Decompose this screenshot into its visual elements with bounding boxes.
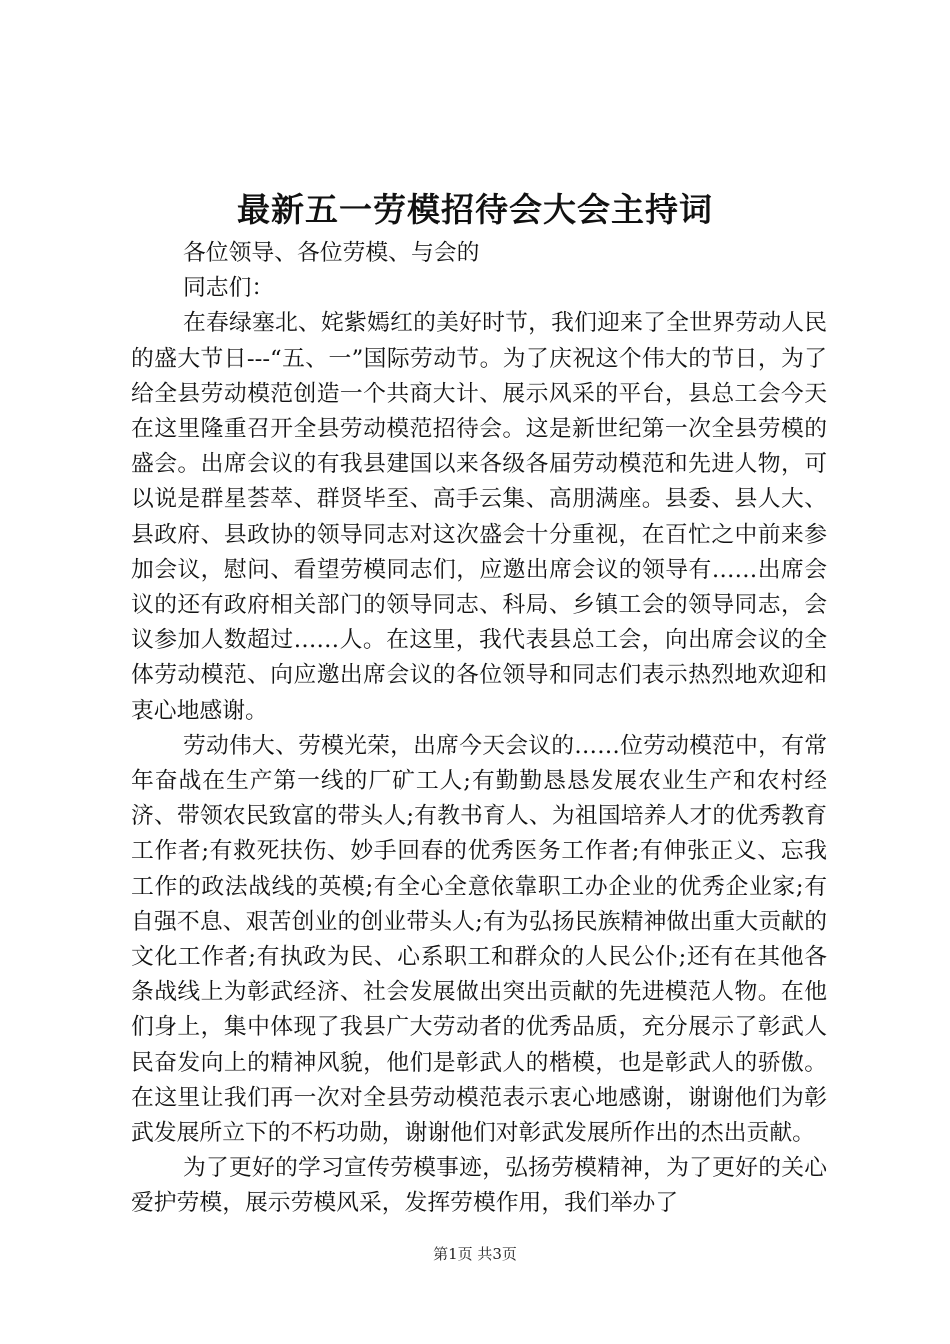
- salutation-line-2: 同志们：: [183, 275, 275, 302]
- page-number-footer: 第1页 共3页: [433, 1245, 517, 1263]
- salutation-line-1: 各位领导、各位劳模、与会的: [183, 240, 480, 266]
- paragraph-3: 为了更好的学习宣传劳模事迹，弘扬劳模精神，为了更好的关心爱护劳模，展示劳模风采，发挥劳模作用，我们举办了: [131, 1155, 827, 1217]
- paragraph-1: 在春绿塞北、姹紫嫣红的美好时节，我们迎来了全世界劳动人民的盛大节日---“五、一”国际劳动节。为了庆祝这个伟大的节日，为了给全县劳动模范创造一个共商大计、展示风采的平台，县总工会今天在这里隆重召开全县劳动模范招待会。这是新世纪第一次全县劳模的盛会。出席会议的有我县建国以来各级各届劳动模范和先进人物，可以说是群星荟萃、群贤毕至、高手云集、高朋满座。县委、县人大、县政府、县政协的领导同志对这次盛会十分重视，在百忙之中前来参加会议，慰问、看望劳模同志们，应邀出席会议的领导有……出席会议的还有政府相关部门的领导同志、科局、乡镇工会的领导同志，会议参加人数超过……人。在这里，我代表县总工会，向出席会议的全体劳动模范、向应邀出席会议的各位领导和同志们表示热烈地欢迎和衷心地感谢。: [131, 310, 827, 724]
- paragraph-2: 劳动伟大、劳模光荣，出席今天会议的……位劳动模范中，有常年奋战在生产第一线的厂矿工人;有勤勤恳恳发展农业生产和农村经济、带领农民致富的带头人;有教书育人、为祖国培养人才的优秀教育工作者;有救死扶伤、妙手回春的优秀医务工作者;有伸张正义、忘我工作的政法战线的英模;有全心全意依靠职工办企业的优秀企业家;有自强不息、艰苦创业的创业带头人;有为弘扬民族精神做出重大贡献的文化工作者;有执政为民、心系职工和群众的人民公仆;还有在其他各条战线上为彰武经济、社会发展做出突出贡献的先进模范人物。在他们身上，集中体现了我县广大劳动者的优秀品质，充分展示了彰武人民奋发向上的精神风貌，他们是彰武人的楷模，也是彰武人的骄傲。在这里让我们再一次对全县劳动模范表示衷心地感谢，谢谢他们为彰武发展所立下的不朽功勋，谢谢他们对彰武发展所作出的杰出贡献。: [131, 732, 827, 1147]
- document-body: [131, 236, 827, 1222]
- document-title: 最新五一劳模招待会大会主持词: [237, 190, 713, 229]
